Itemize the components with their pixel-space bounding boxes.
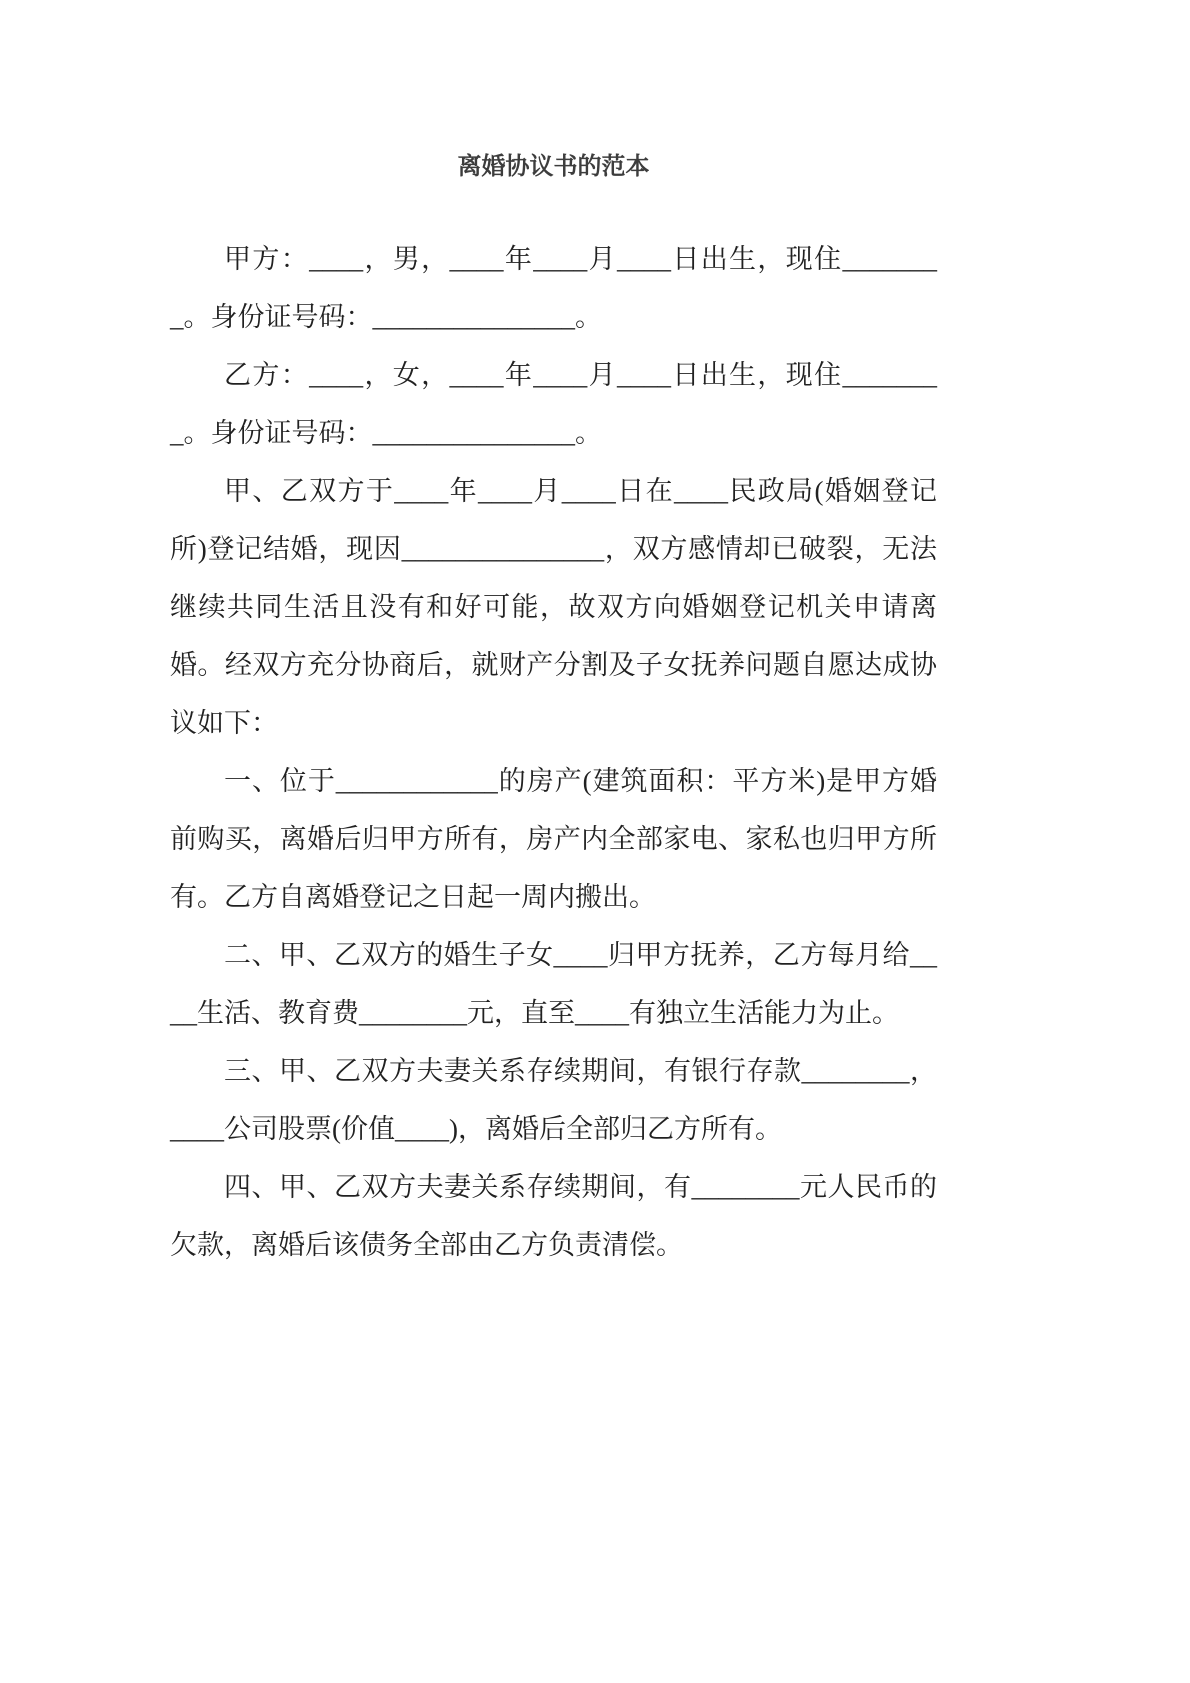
paragraph-clause-3: 三、甲、乙双方夫妻关系存续期间，有银行存款________，____公司股票(价值____)，离婚后全部归乙方所有。	[170, 1056, 937, 1144]
paragraph-clause-4: 四、甲、乙双方夫妻关系存续期间，有________元人民币的欠款，离婚后该债务全部由乙方负责清偿。	[170, 1172, 937, 1260]
document-title: 离婚协议书的范本	[457, 153, 650, 180]
paragraph-party-b: 乙方：____，女，____年____月____日出生，现住________。身份证号码：_______________。	[170, 360, 937, 448]
paragraph-clause-1: 一、位于____________的房产(建筑面积：平方米)是甲方婚前购买，离婚后归甲方所有，房产内全部家电、家私也归甲方所有。乙方自离婚登记之日起一周内搬出。	[170, 766, 937, 912]
paragraph-preamble: 甲、乙双方于____年____月____日在____民政局(婚姻登记所)登记结婚，现因_______________，双方感情却已破裂，无法继续共同生活且没有和好可能，故双方向婚姻登记机关申请离婚。经双方充分协商后，就财产分割及子女抚养问题自愿达成协议如下：	[170, 476, 937, 738]
document-body	[170, 230, 937, 1274]
paragraph-party-a: 甲方：____，男，____年____月____日出生，现住________。身份证号码：_______________。	[170, 244, 937, 332]
paragraph-clause-2: 二、甲、乙双方的婚生子女____归甲方抚养，乙方每月给____生活、教育费________元，直至____有独立生活能力为止。	[170, 940, 937, 1028]
